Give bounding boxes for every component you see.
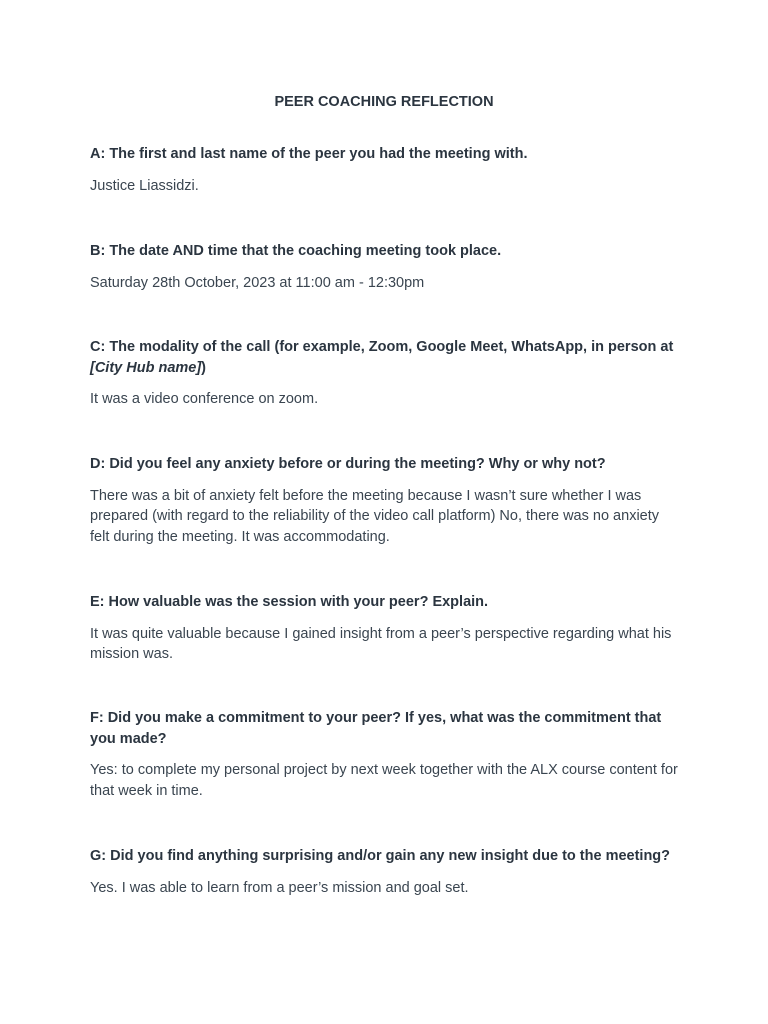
answer-a: Justice Liassidzi. bbox=[90, 177, 199, 194]
answer-c: It was a video conference on zoom. bbox=[90, 391, 319, 407]
answer-g: Yes. I was able to learn from a peer’s mission and goal set. bbox=[90, 879, 469, 896]
question-e: E: How valuable was the session with your peer? Explain. bbox=[90, 594, 489, 610]
answer-d: There was a bit of anxiety felt before the meeting because I wasn’t sure whether I was prepared (with regard to the reliability of the video call platform) No, there was no anxiety felt during the meeting. It was accommodating. bbox=[90, 487, 660, 545]
question-c-emphasis: [City Hub name] bbox=[90, 359, 202, 376]
section-a bbox=[90, 144, 680, 196]
question-g: G: Did you find anything surprising and/or gain any new insight due to the meeting? bbox=[90, 848, 671, 864]
question-f: F: Did you make a commitment to your peer? If yes, what was the commitment that you made? bbox=[90, 710, 662, 747]
question-c-prefix: C: The modality of the call (for example, Zoom, Google Meet, WhatsApp, in person at bbox=[90, 339, 674, 355]
question-c bbox=[90, 337, 680, 378]
section-d bbox=[90, 454, 680, 547]
section-g bbox=[90, 846, 680, 898]
question-b: B: The date AND time that the coaching meeting took place. bbox=[90, 243, 502, 259]
section-b bbox=[90, 241, 680, 293]
answer-f: Yes: to complete my personal project by next week together with the ALX course content for that week in time. bbox=[90, 762, 678, 799]
answer-b: Saturday 28th October, 2023 at 11:00 am - 12:30pm bbox=[90, 274, 425, 291]
document-title: PEER COACHING REFLECTION bbox=[274, 94, 494, 110]
answer-e: It was quite valuable because I gained insight from a peer’s perspective regarding what his mission was. bbox=[90, 625, 672, 662]
question-c-suffix: ) bbox=[201, 359, 207, 376]
section-e bbox=[90, 592, 680, 665]
section-f bbox=[90, 708, 680, 801]
question-a: A: The first and last name of the peer you had the meeting with. bbox=[90, 146, 528, 162]
question-d: D: Did you feel any anxiety before or during the meeting? Why or why not? bbox=[90, 456, 606, 472]
section-c bbox=[90, 337, 680, 410]
